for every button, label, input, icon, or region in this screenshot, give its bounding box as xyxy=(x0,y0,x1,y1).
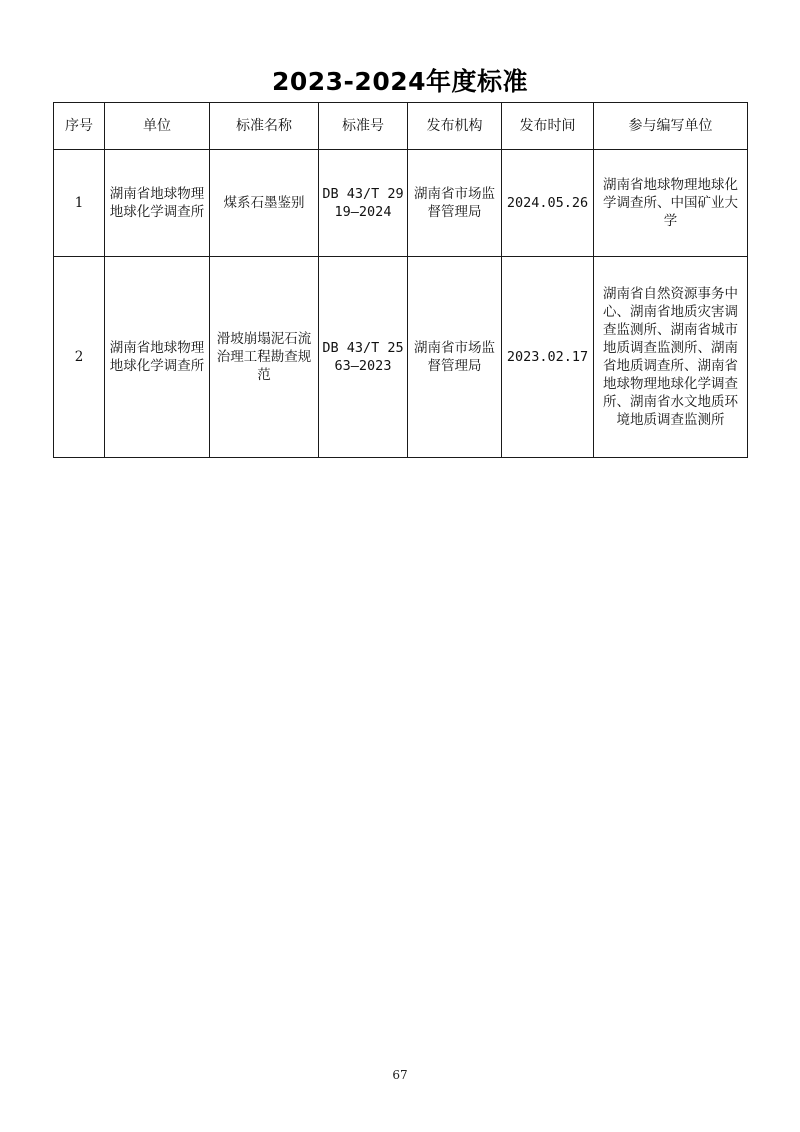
standards-table xyxy=(53,102,748,458)
cell-standard-name: 滑坡崩塌泥石流治理工程勘查规范 xyxy=(210,257,319,458)
cell-unit: 湖南省地球物理地球化学调查所 xyxy=(105,257,210,458)
cell-standard-no: DB 43/T 2563—2023 xyxy=(319,257,408,458)
page-title: 2023-2024年度标准 xyxy=(271,67,529,96)
cell-publish-date: 2023.02.17 xyxy=(502,257,594,458)
page-number: 67 xyxy=(392,1068,408,1082)
table-row xyxy=(54,150,748,257)
cell-index: 1 xyxy=(54,150,105,257)
cell-publisher: 湖南省市场监督管理局 xyxy=(408,257,502,458)
cell-participants: 湖南省自然资源事务中心、湖南省地质灾害调查监测所、湖南省城市地质调查监测所、湖南省地质调查所、湖南省地球物理地球化学调查所、湖南省水文地质环境地质调查监测所 xyxy=(594,257,748,458)
table-header-row xyxy=(54,103,748,150)
header-publisher: 发布机构 xyxy=(408,103,502,150)
header-participants: 参与编写单位 xyxy=(594,103,748,150)
cell-standard-name: 煤系石墨鉴别 xyxy=(210,150,319,257)
cell-publish-date: 2024.05.26 xyxy=(502,150,594,257)
cell-standard-no: DB 43/T 2919—2024 xyxy=(319,150,408,257)
header-standard-name: 标准名称 xyxy=(210,103,319,150)
cell-participants: 湖南省地球物理地球化学调查所、中国矿业大学 xyxy=(594,150,748,257)
table-row xyxy=(54,257,748,458)
header-publish-date: 发布时间 xyxy=(502,103,594,150)
header-unit: 单位 xyxy=(105,103,210,150)
cell-unit: 湖南省地球物理地球化学调查所 xyxy=(105,150,210,257)
header-standard-no: 标准号 xyxy=(319,103,408,150)
header-index: 序号 xyxy=(54,103,105,150)
cell-publisher: 湖南省市场监督管理局 xyxy=(408,150,502,257)
cell-index: 2 xyxy=(54,257,105,458)
